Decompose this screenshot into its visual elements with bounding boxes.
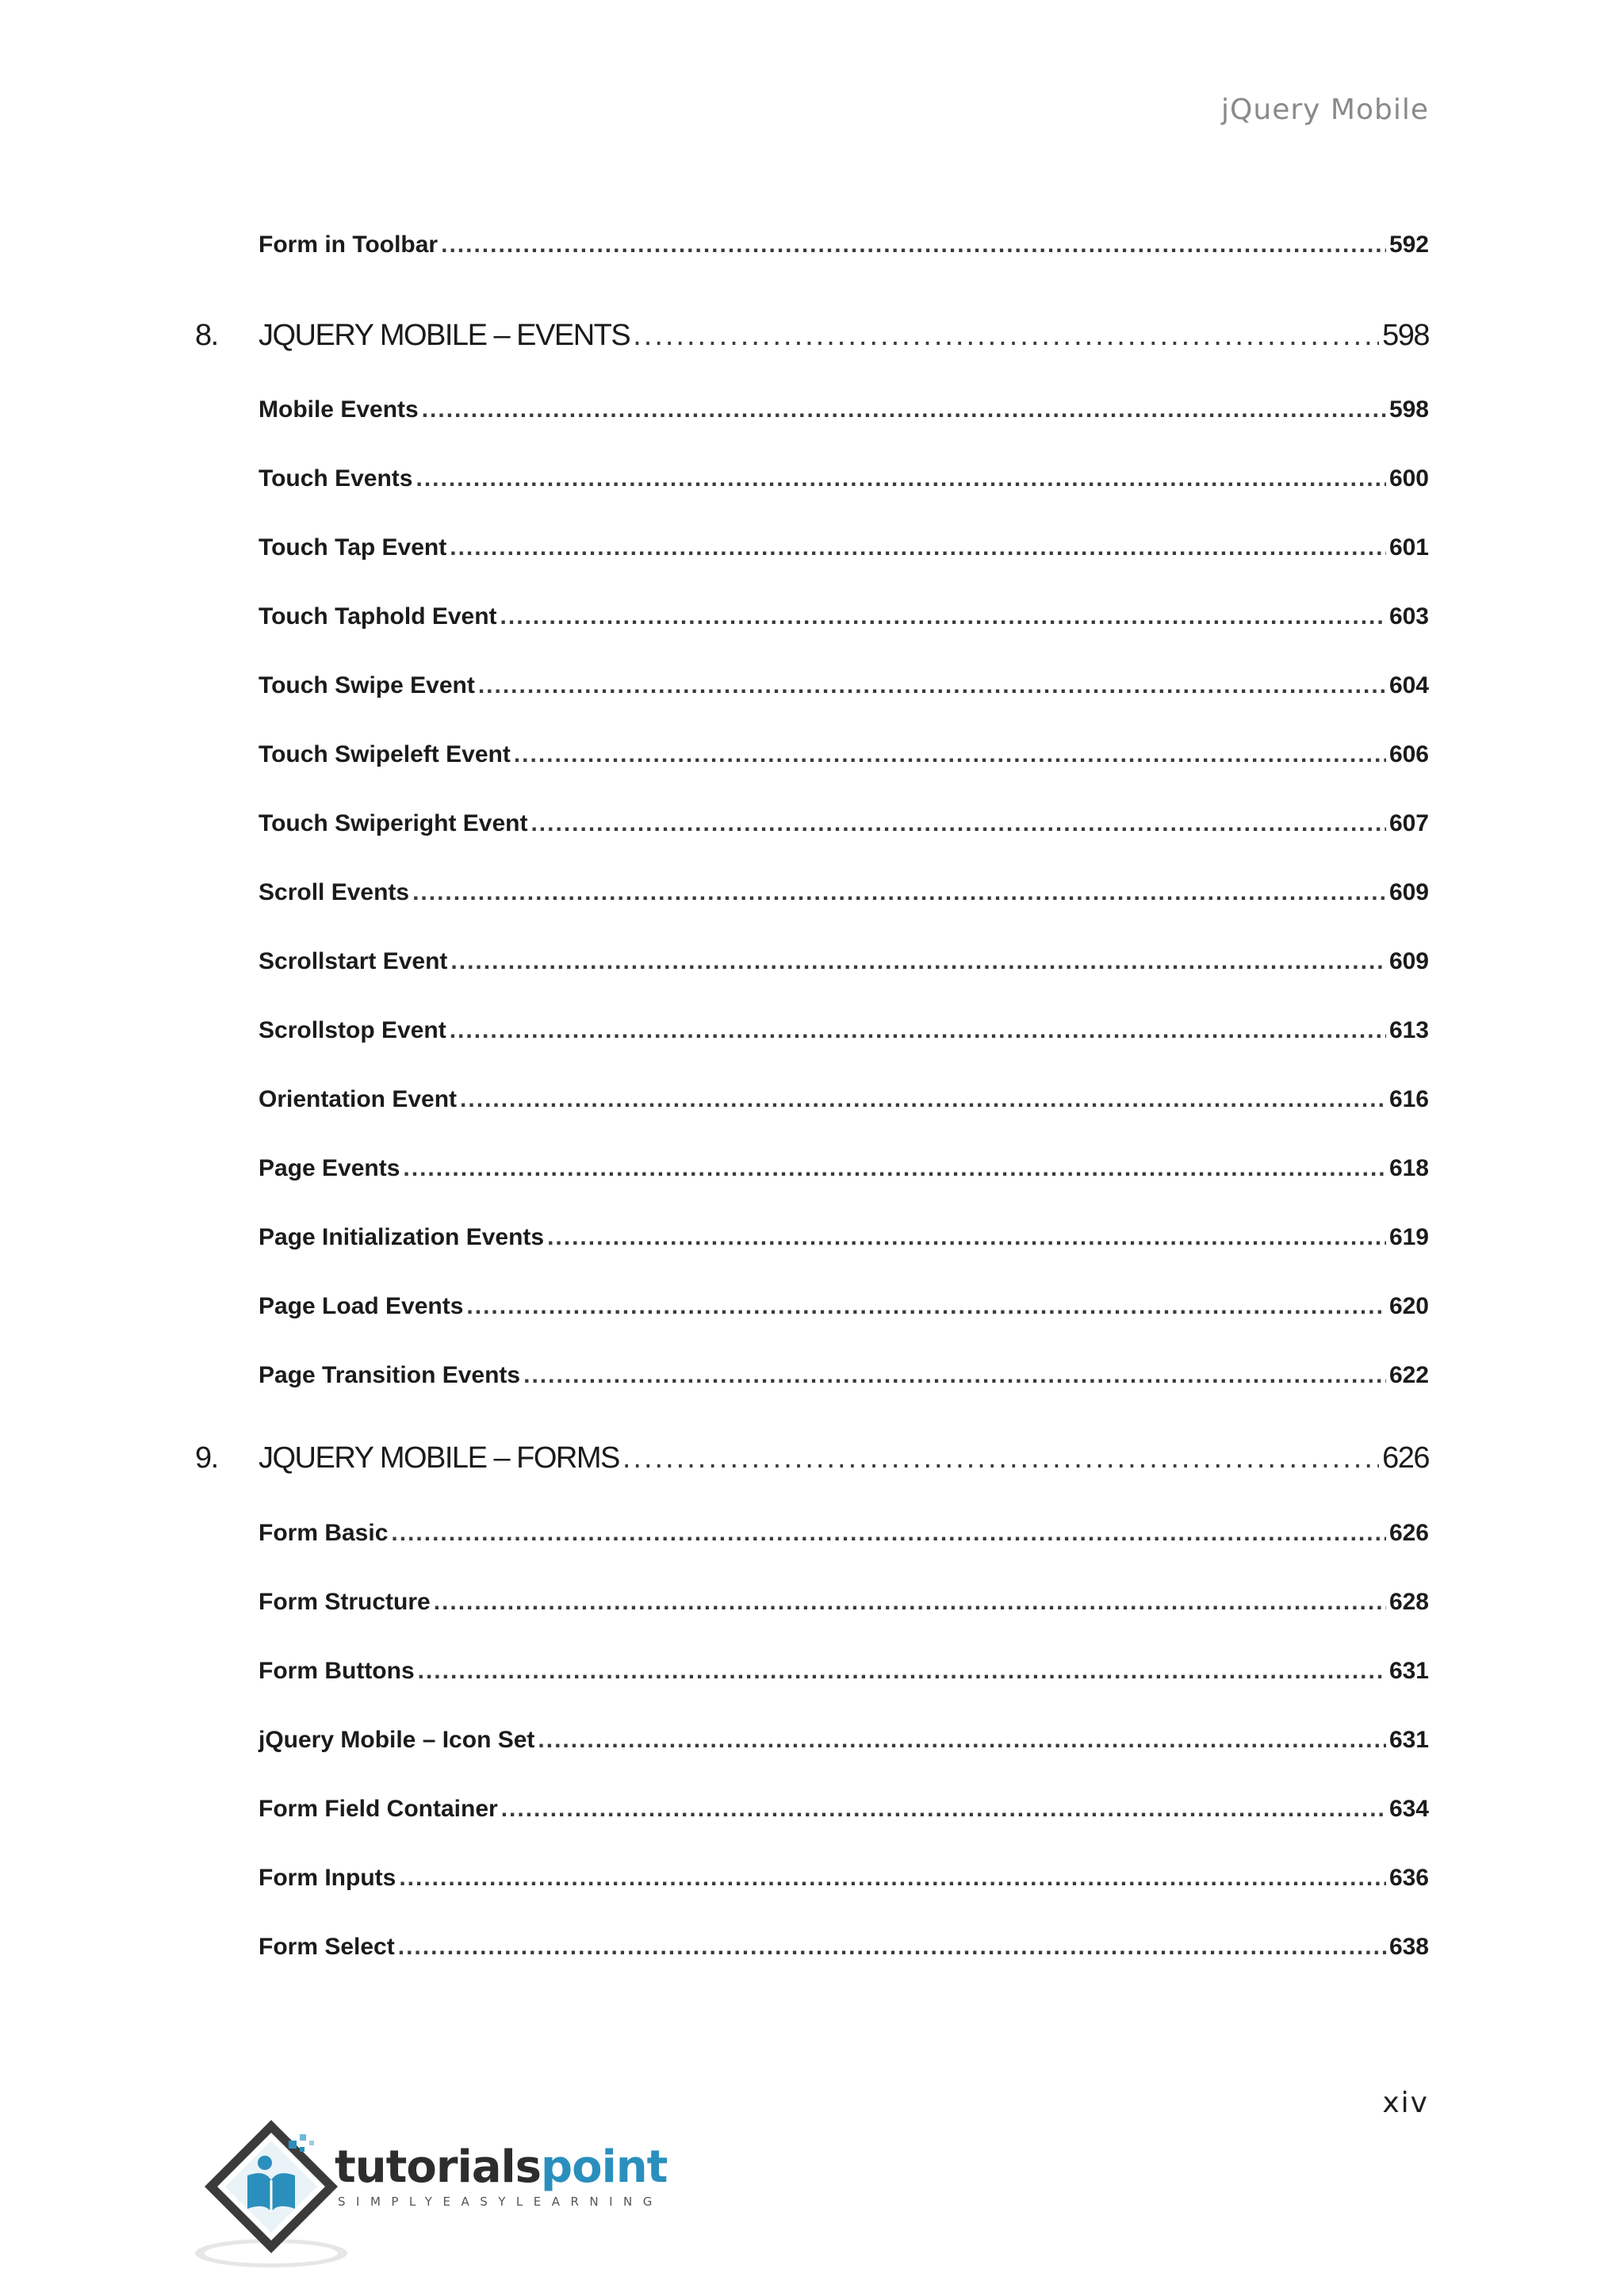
toc-entry-title: Touch Swipe Event (259, 672, 475, 698)
dot-leader (416, 465, 1385, 492)
chapter-page: 598 (1382, 319, 1429, 352)
toc-entry-page: 620 (1388, 1293, 1429, 1319)
toc-section-entry[interactable] (259, 1017, 1429, 1044)
dot-leader (391, 1520, 1386, 1547)
dot-leader (547, 1224, 1386, 1251)
toc-entry-title: Form Basic (259, 1520, 389, 1546)
dot-leader (514, 741, 1386, 768)
chapter-number: 9. (195, 1441, 218, 1475)
toc-section-entry[interactable] (259, 603, 1429, 630)
toc-entry-page: 638 (1388, 1934, 1429, 1960)
toc-section-entry[interactable] (259, 1293, 1429, 1320)
toc-entry-page: 600 (1388, 465, 1429, 492)
toc-entry-page: 609 (1388, 879, 1429, 905)
toc-section-entry[interactable] (259, 1865, 1429, 1892)
toc-entry-title: Form Inputs (259, 1865, 396, 1891)
toc-entry-title: Touch Events (259, 465, 413, 492)
toc-entry-page: 636 (1388, 1865, 1429, 1891)
dot-leader (450, 1017, 1386, 1044)
toc-entry-page: 613 (1388, 1017, 1429, 1043)
running-header-title: jQuery Mobile (1221, 94, 1429, 126)
toc-section-entry[interactable] (259, 465, 1429, 492)
toc-section-entry[interactable] (259, 672, 1429, 699)
tutorialspoint-logo-icon (192, 2114, 350, 2272)
dot-leader (418, 1658, 1386, 1685)
dot-leader (412, 879, 1386, 906)
logo-tagline: SIMPLYEASYLEARNING (338, 2195, 663, 2209)
toc-section-entry[interactable] (259, 1520, 1429, 1547)
toc-entry-title: Scrollstart Event (259, 948, 448, 974)
toc-entry-title: Touch Swiperight Event (259, 810, 528, 836)
dot-leader (530, 810, 1385, 837)
toc-entry-page: 603 (1388, 603, 1429, 629)
toc-entry-title: Form Structure (259, 1589, 431, 1615)
dot-leader (460, 1086, 1386, 1113)
toc-entry-page: 619 (1388, 1224, 1429, 1250)
dot-leader (450, 534, 1386, 561)
toc-entry-page: 626 (1388, 1520, 1429, 1546)
dot-leader (398, 1934, 1386, 1961)
toc-section-entry[interactable] (259, 232, 1429, 258)
chapter-page: 626 (1382, 1441, 1429, 1475)
dot-leader (403, 1155, 1386, 1182)
page-number: xiv (1382, 2087, 1429, 2119)
toc-entry-title: Page Events (259, 1155, 400, 1181)
toc-section-entry[interactable] (259, 1589, 1429, 1616)
toc-entry-title: Touch Taphold Event (259, 603, 497, 629)
chapter-title: JQUERY MOBILE – FORMS (259, 1441, 619, 1475)
toc-entry-title: Orientation Event (259, 1086, 458, 1112)
dot-leader (478, 672, 1386, 699)
dot-leader (501, 1796, 1386, 1823)
toc-section-entry[interactable] (259, 741, 1429, 768)
dot-leader (434, 1589, 1386, 1616)
toc-section-entry[interactable] (259, 1796, 1429, 1823)
toc-entry-page: 592 (1388, 232, 1429, 258)
toc-entry-page: 601 (1388, 534, 1429, 561)
toc-section-entry[interactable] (259, 1086, 1429, 1113)
toc-section-entry[interactable] (259, 810, 1429, 837)
chapter-number: 8. (195, 319, 218, 352)
toc-section-entry[interactable] (259, 1224, 1429, 1251)
logo-wordmark (335, 2141, 668, 2209)
toc-section-entry[interactable] (259, 948, 1429, 975)
dot-leader (538, 1727, 1386, 1754)
toc-entry-page: 634 (1388, 1796, 1429, 1822)
dot-leader (399, 1865, 1386, 1892)
toc-entry-page: 606 (1388, 741, 1429, 767)
dot-leader (450, 948, 1386, 975)
toc-section-entry[interactable] (259, 1658, 1429, 1685)
logo-word-part1: tutorials (335, 2141, 542, 2193)
dot-leader (622, 1441, 1379, 1475)
toc-section-entry[interactable] (259, 1155, 1429, 1182)
toc-section-entry[interactable] (259, 1727, 1429, 1754)
toc-entry-page: 609 (1388, 948, 1429, 974)
chapter-title: JQUERY MOBILE – EVENTS (259, 319, 630, 352)
dot-leader (422, 396, 1386, 423)
toc-chapter-entry[interactable] (195, 1441, 1429, 1475)
toc-section-entry[interactable] (259, 1362, 1429, 1389)
toc-entry-page: 607 (1388, 810, 1429, 836)
toc-section-entry[interactable] (259, 879, 1429, 906)
toc-entry-title: Form Select (259, 1934, 395, 1960)
toc-chapter-entry[interactable] (195, 319, 1429, 353)
toc-entry-page: 616 (1388, 1086, 1429, 1112)
dot-leader (633, 319, 1379, 353)
tutorialspoint-logo[interactable] (192, 2114, 684, 2272)
toc-entry-title: Form Buttons (259, 1658, 415, 1684)
dot-leader (441, 232, 1386, 258)
toc-entry-title: Page Transition Events (259, 1362, 521, 1388)
toc-entry-page: 598 (1388, 396, 1429, 423)
toc-entry-title: Form in Toolbar (259, 232, 439, 258)
toc-entry-title: Page Load Events (259, 1293, 464, 1319)
toc-section-entry[interactable] (259, 396, 1429, 423)
toc-entry-page: 628 (1388, 1589, 1429, 1615)
toc-entry-page: 604 (1388, 672, 1429, 698)
dot-leader (466, 1293, 1386, 1320)
logo-word-part2: point (541, 2141, 668, 2193)
toc-entry-page: 631 (1388, 1727, 1429, 1753)
toc-section-entry[interactable] (259, 1934, 1429, 1961)
toc-entry-title: Form Field Container (259, 1796, 498, 1822)
toc-entry-title: Mobile Events (259, 396, 419, 423)
logo-word (335, 2141, 668, 2193)
toc-entry-page: 622 (1388, 1362, 1429, 1388)
dot-leader (500, 603, 1386, 630)
toc-entry-title: Scrollstop Event (259, 1017, 446, 1043)
dot-leader (523, 1362, 1386, 1389)
toc-entry-title: jQuery Mobile – Icon Set (259, 1727, 535, 1753)
toc-entry-page: 631 (1388, 1658, 1429, 1684)
toc-entry-page: 618 (1388, 1155, 1429, 1181)
toc-entry-title: Page Initialization Events (259, 1224, 545, 1250)
toc-entry-title: Touch Swipeleft Event (259, 741, 511, 767)
toc-entry-title: Scroll Events (259, 879, 410, 905)
toc-section-entry[interactable] (259, 534, 1429, 561)
toc-entry-title: Touch Tap Event (259, 534, 447, 561)
